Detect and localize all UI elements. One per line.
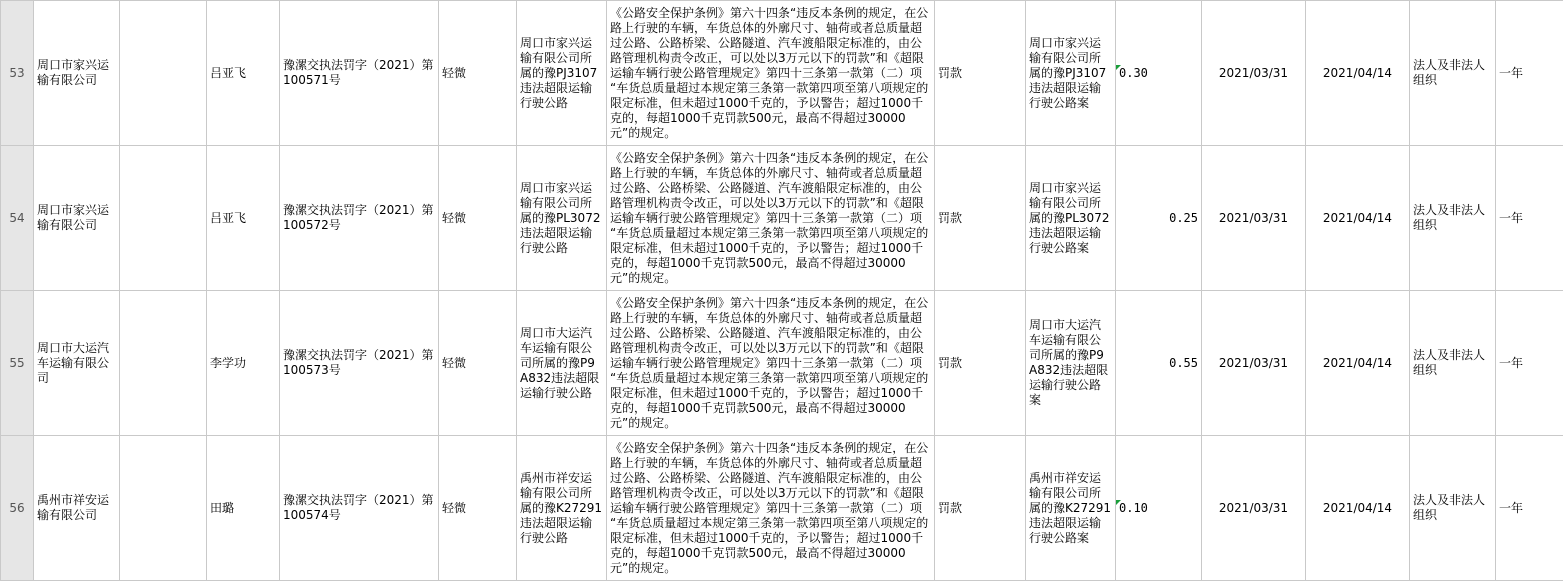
penalty-content-cell[interactable]: 周口市大运汽车运输有限公司所属的豫P9A832违法超限运输行驶公路案: [1026, 291, 1116, 436]
table-row[interactable]: [1, 291, 1563, 436]
legal-rep-cell[interactable]: 田璐: [207, 436, 280, 581]
amount-cell[interactable]: [1116, 1, 1202, 146]
penalty-reason-cell[interactable]: 《公路安全保护条例》第六十四条“违反本条例的规定，在公路上行驶的车辆，车货总体的外廓尺寸、轴荷或者总质量超过公路、公路桥梁、公路隧道、汽车渡船限定标准的，由公路管理机构责令改正，可以处以3万元以下的罚款”和《超限运输车辆行驶公路管理规定》第四十三条第一款第（二）项 “车货总质量超过本规定第三条第一款第四项至第八项规定的限定标准，但未超过1000千克的，予以警告；超过1000千克的，每超1000千克罚款500元，最高不得超过30000元”的规定。: [607, 436, 935, 581]
legal-rep-cell[interactable]: 吕亚飞: [207, 146, 280, 291]
publish-date-cell[interactable]: 2021/04/14: [1306, 436, 1410, 581]
doc-number-cell[interactable]: 豫漯交执法罚字（2021）第100571号: [280, 1, 439, 146]
cell-comment-marker-icon: [1116, 65, 1121, 70]
amount-value: 0.30: [1119, 66, 1148, 80]
period-cell[interactable]: 一年: [1496, 436, 1563, 581]
row-header[interactable]: 55: [1, 291, 34, 436]
empty-cell[interactable]: [120, 291, 207, 436]
party-name-cell[interactable]: 禹州市祥安运输有限公司: [34, 436, 120, 581]
amount-cell[interactable]: 0.55: [1116, 291, 1202, 436]
category-cell[interactable]: 法人及非法人组织: [1410, 291, 1496, 436]
doc-number-cell[interactable]: 豫漯交执法罚字（2021）第100573号: [280, 291, 439, 436]
party-name-cell[interactable]: 周口市家兴运输有限公司: [34, 146, 120, 291]
legal-rep-cell[interactable]: 李学功: [207, 291, 280, 436]
penalty-content-cell[interactable]: 周口市家兴运输有限公司所属的豫PL3072违法超限运输行驶公路案: [1026, 146, 1116, 291]
table-row[interactable]: [1, 1, 1563, 146]
case-name-cell[interactable]: 禹州市祥安运输有限公司所属的豫K27291违法超限运输行驶公路: [517, 436, 607, 581]
penalty-type-cell[interactable]: 罚款: [935, 436, 1026, 581]
category-cell[interactable]: 法人及非法人组织: [1410, 436, 1496, 581]
category-cell[interactable]: 法人及非法人组织: [1410, 146, 1496, 291]
severity-cell[interactable]: 轻微: [439, 436, 517, 581]
decision-date-cell[interactable]: 2021/03/31: [1202, 1, 1306, 146]
decision-date-cell[interactable]: 2021/03/31: [1202, 436, 1306, 581]
decision-date-cell[interactable]: 2021/03/31: [1202, 291, 1306, 436]
amount-cell[interactable]: 0.25: [1116, 146, 1202, 291]
case-name-cell[interactable]: 周口市大运汽车运输有限公司所属的豫P9A832违法超限运输行驶公路: [517, 291, 607, 436]
publish-date-cell[interactable]: 2021/04/14: [1306, 1, 1410, 146]
row-header[interactable]: 54: [1, 146, 34, 291]
row-header[interactable]: 53: [1, 1, 34, 146]
penalty-content-cell[interactable]: 禹州市祥安运输有限公司所属的豫K27291违法超限运输行驶公路案: [1026, 436, 1116, 581]
penalty-type-cell[interactable]: 罚款: [935, 146, 1026, 291]
row-header[interactable]: 56: [1, 436, 34, 581]
publish-date-cell[interactable]: 2021/04/14: [1306, 291, 1410, 436]
doc-number-cell[interactable]: 豫漯交执法罚字（2021）第100574号: [280, 436, 439, 581]
amount-cell[interactable]: [1116, 436, 1202, 581]
doc-number-cell[interactable]: 豫漯交执法罚字（2021）第100572号: [280, 146, 439, 291]
penalty-reason-cell[interactable]: 《公路安全保护条例》第六十四条“违反本条例的规定，在公路上行驶的车辆，车货总体的外廓尺寸、轴荷或者总质量超过公路、公路桥梁、公路隧道、汽车渡船限定标准的，由公路管理机构责令改正，可以处以3万元以下的罚款”和《超限运输车辆行驶公路管理规定》第四十三条第一款第（二）项 “车货总质量超过本规定第三条第一款第四项至第八项规定的限定标准，但未超过1000千克的，予以警告；超过1000千克的，每超1000千克罚款500元，最高不得超过30000元”的规定。: [607, 291, 935, 436]
decision-date-cell[interactable]: 2021/03/31: [1202, 146, 1306, 291]
legal-rep-cell[interactable]: 吕亚飞: [207, 1, 280, 146]
penalty-type-cell[interactable]: 罚款: [935, 1, 1026, 146]
case-name-cell[interactable]: 周口市家兴运输有限公司所属的豫PL3072违法超限运输行驶公路: [517, 146, 607, 291]
penalty-reason-cell[interactable]: 《公路安全保护条例》第六十四条“违反本条例的规定，在公路上行驶的车辆，车货总体的外廓尺寸、轴荷或者总质量超过公路、公路桥梁、公路隧道、汽车渡船限定标准的，由公路管理机构责令改正，可以处以3万元以下的罚款”和《超限运输车辆行驶公路管理规定》第四十三条第一款第（二）项 “车货总质量超过本规定第三条第一款第四项至第八项规定的限定标准，但未超过1000千克的，予以警告；超过1000千克的，每超1000千克罚款500元，最高不得超过30000元”的规定。: [607, 1, 935, 146]
period-cell[interactable]: 一年: [1496, 291, 1563, 436]
empty-cell[interactable]: [120, 1, 207, 146]
empty-cell[interactable]: [120, 146, 207, 291]
period-cell[interactable]: 一年: [1496, 146, 1563, 291]
penalty-content-cell[interactable]: 周口市家兴运输有限公司所属的豫PJ3107违法超限运输行驶公路案: [1026, 1, 1116, 146]
party-name-cell[interactable]: 周口市家兴运输有限公司: [34, 1, 120, 146]
cell-comment-marker-icon: [1116, 500, 1121, 505]
category-cell[interactable]: 法人及非法人组织: [1410, 1, 1496, 146]
severity-cell[interactable]: 轻微: [439, 291, 517, 436]
case-name-cell[interactable]: 周口市家兴运输有限公司所属的豫PJ3107违法超限运输行驶公路: [517, 1, 607, 146]
penalty-type-cell[interactable]: 罚款: [935, 291, 1026, 436]
publish-date-cell[interactable]: 2021/04/14: [1306, 146, 1410, 291]
period-cell[interactable]: 一年: [1496, 1, 1563, 146]
penalty-reason-cell[interactable]: 《公路安全保护条例》第六十四条“违反本条例的规定，在公路上行驶的车辆，车货总体的外廓尺寸、轴荷或者总质量超过公路、公路桥梁、公路隧道、汽车渡船限定标准的，由公路管理机构责令改正，可以处以3万元以下的罚款”和《超限运输车辆行驶公路管理规定》第四十三条第一款第（二）项 “车货总质量超过本规定第三条第一款第四项至第八项规定的限定标准，但未超过1000千克的，予以警告；超过1000千克的，每超1000千克罚款500元，最高不得超过30000元”的规定。: [607, 146, 935, 291]
party-name-cell[interactable]: 周口市大运汽车运输有限公司: [34, 291, 120, 436]
severity-cell[interactable]: 轻微: [439, 1, 517, 146]
amount-value: 0.10: [1119, 501, 1148, 515]
empty-cell[interactable]: [120, 436, 207, 581]
table-row[interactable]: [1, 146, 1563, 291]
table-row[interactable]: [1, 436, 1563, 581]
severity-cell[interactable]: 轻微: [439, 146, 517, 291]
